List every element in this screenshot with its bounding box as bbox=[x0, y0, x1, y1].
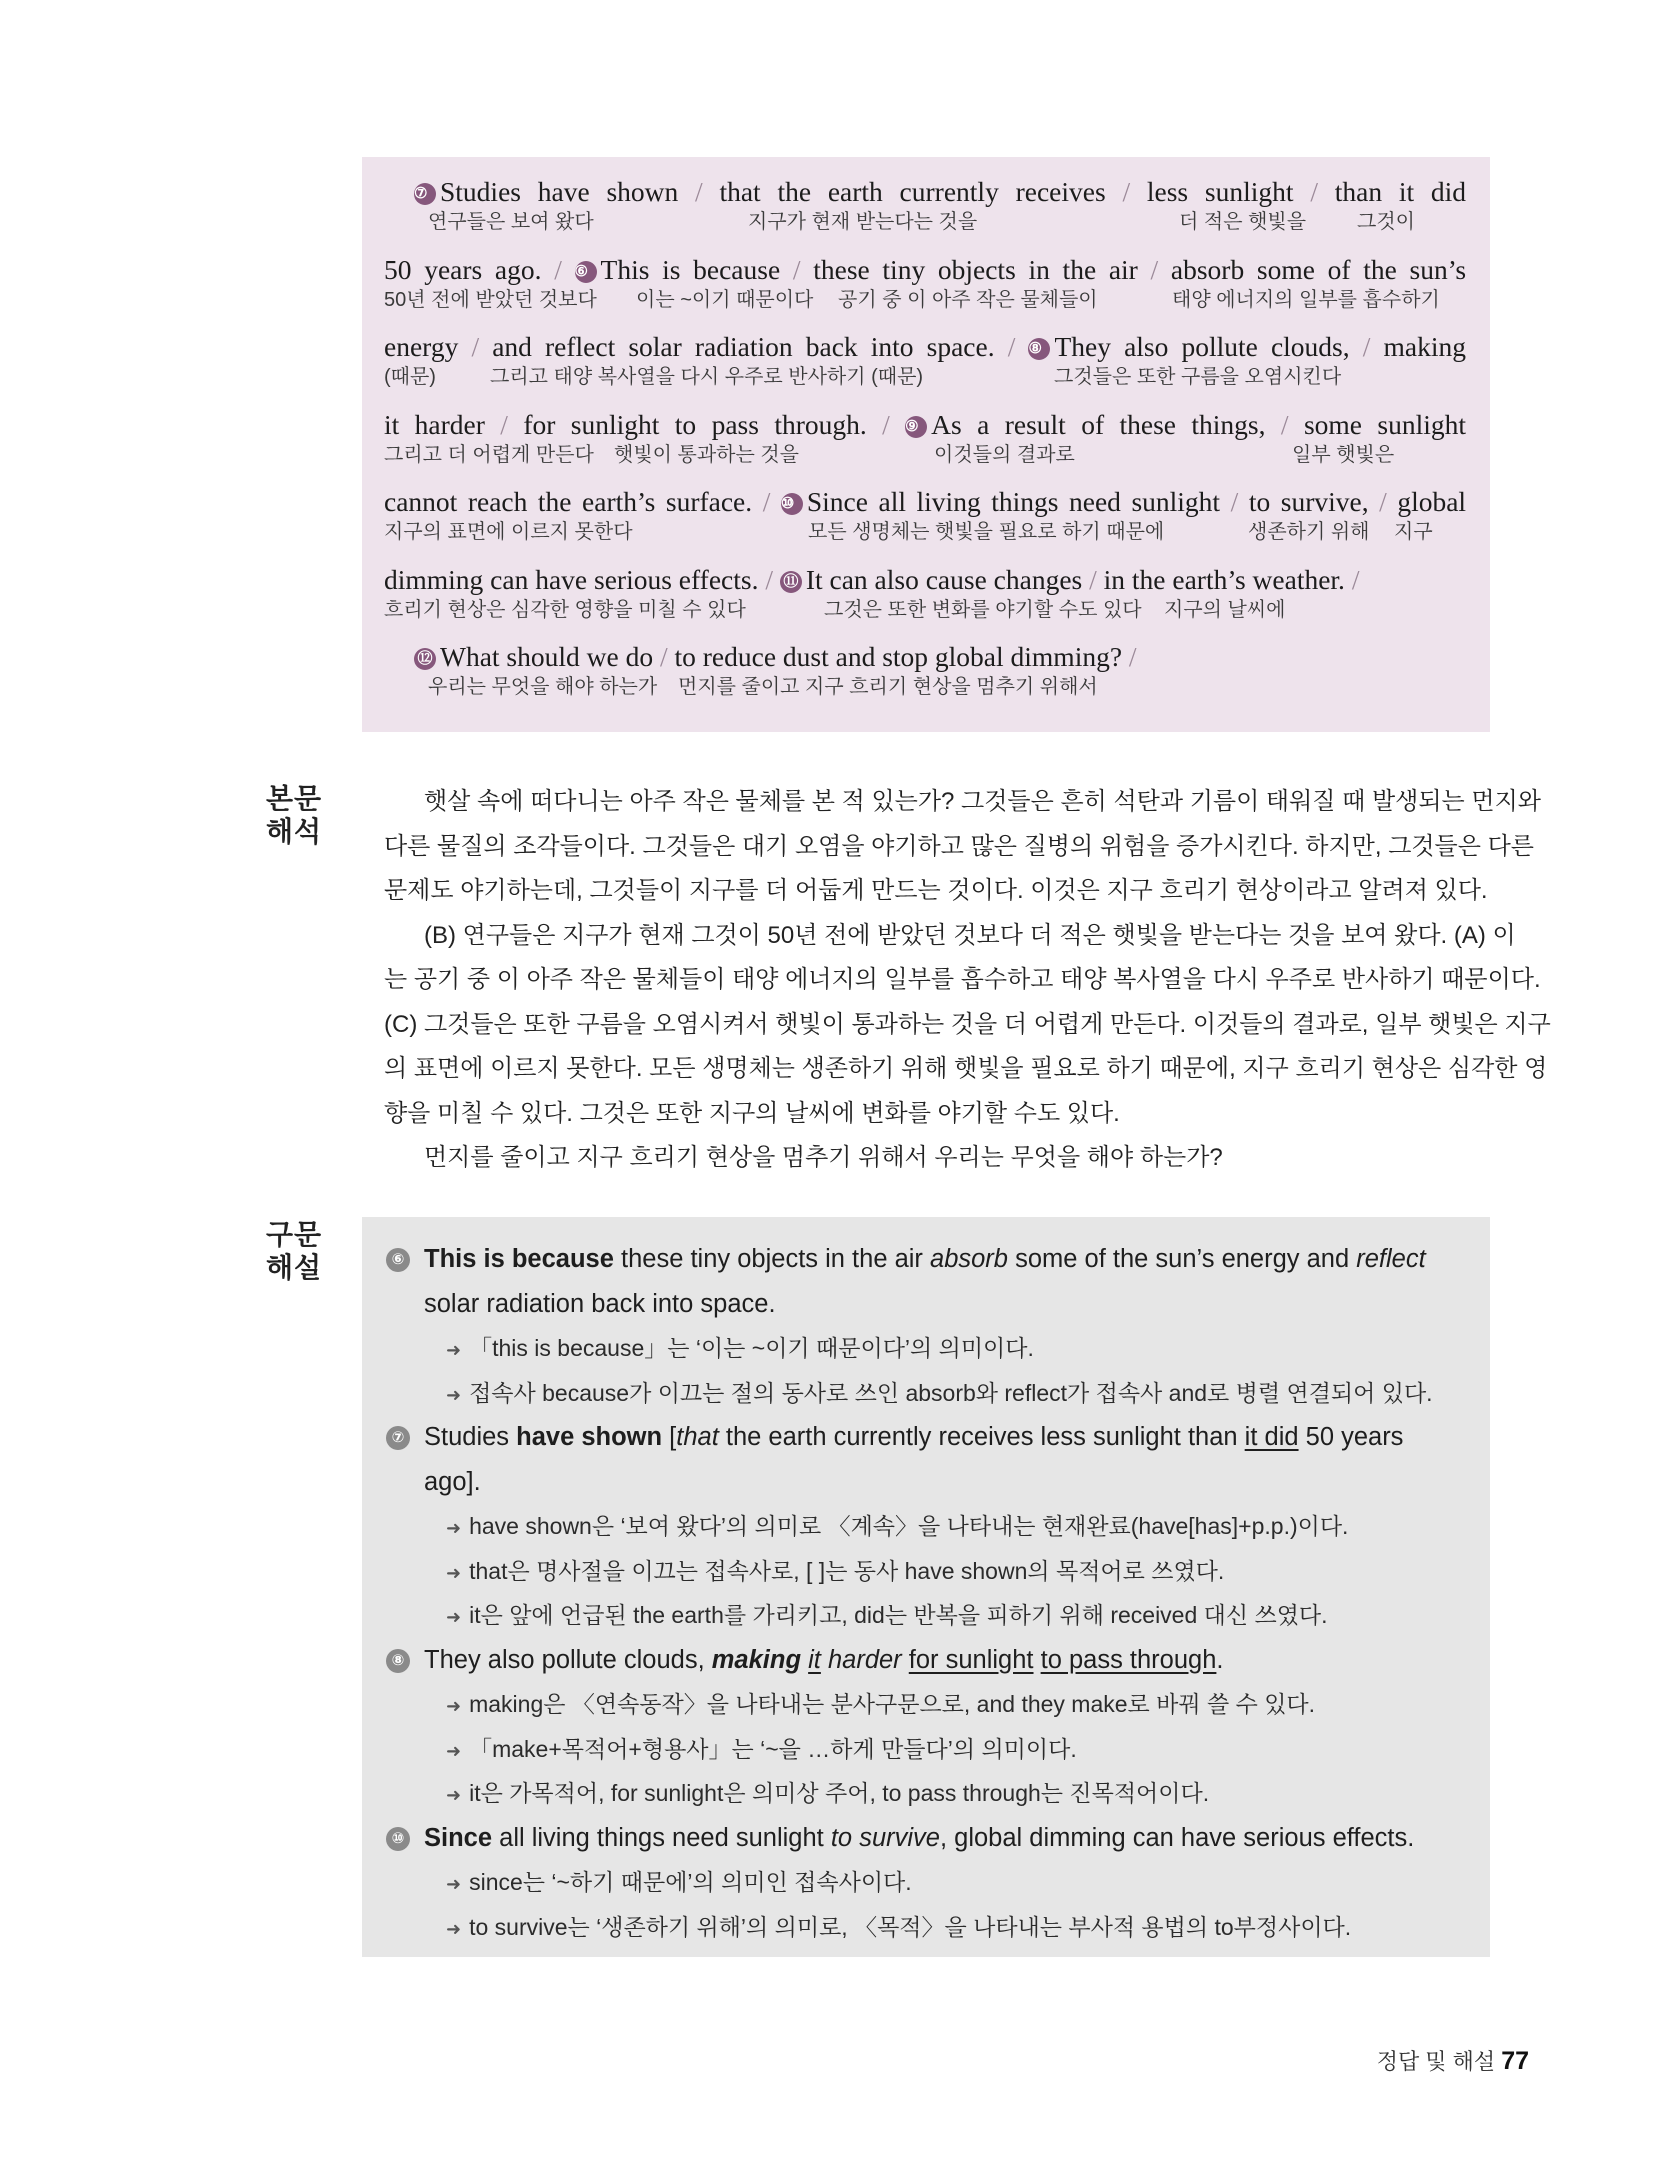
grammar-sentence-continued: solar radiation back into space. bbox=[424, 1289, 776, 1318]
arrow-icon: ➜ bbox=[446, 1918, 462, 1939]
english-chunk: As a result of these things, bbox=[931, 408, 1266, 440]
korean-gloss: 일부 햇빛은 bbox=[1292, 443, 1395, 466]
grammar-sentence bbox=[386, 1237, 1450, 1282]
page-footer bbox=[1377, 2045, 1529, 2076]
arrow-icon: ➜ bbox=[446, 1785, 462, 1805]
korean-gloss: 그리고 태양 복사열을 다시 우주로 반사하기 (때문) bbox=[490, 366, 924, 388]
korean-gloss-line bbox=[384, 442, 1466, 468]
english-chunk: than it did bbox=[1334, 176, 1467, 207]
korean-gloss-line bbox=[384, 519, 1466, 545]
bold-phrase: have shown bbox=[516, 1423, 663, 1451]
sentence-number: ⑧ bbox=[386, 1649, 410, 1673]
arrow-icon: ➜ bbox=[446, 1740, 462, 1761]
chunk-divider: / bbox=[1128, 641, 1137, 672]
interlinear-line bbox=[384, 175, 1466, 253]
chunk-divider: / bbox=[1351, 563, 1360, 595]
english-chunk: to reduce dust and stop global dimming? bbox=[674, 641, 1123, 672]
grammar-note bbox=[386, 1371, 1450, 1416]
text-run bbox=[902, 1646, 909, 1674]
chunk-divider: / bbox=[792, 253, 801, 285]
note-text: to survive는 ‘생존하기 위해’의 의미로, 〈목적〉을 나타내는 부사적 용법의 to부정사이다. bbox=[469, 1913, 1352, 1940]
note-text: 「make+목적어+형용사」는 ‘~을 …하게 만들다’의 의미이다. bbox=[469, 1735, 1077, 1762]
english-chunk: Studies have shown bbox=[440, 176, 679, 207]
grammar-note bbox=[386, 1504, 1450, 1549]
arrow-icon: ➜ bbox=[446, 1696, 462, 1716]
arrow-icon: ➜ bbox=[446, 1384, 462, 1405]
english-chunk: these tiny objects in the air bbox=[813, 253, 1138, 285]
underlined-phrase: it bbox=[808, 1645, 821, 1674]
italic-phrase: that bbox=[676, 1423, 719, 1451]
bold-phrase: This is because bbox=[424, 1245, 614, 1273]
note-text: it은 앞에 언급된 the earth를 가리키고, did는 반복을 피하기 위해 received 대신 쓰였다. bbox=[469, 1602, 1328, 1628]
text-run: Studies bbox=[424, 1423, 517, 1451]
korean-gloss-line bbox=[384, 287, 1466, 313]
chunk-divider: / bbox=[1150, 253, 1159, 285]
grammar-note bbox=[386, 1727, 1450, 1772]
chunk-divider: / bbox=[471, 331, 480, 362]
english-line bbox=[384, 253, 1466, 287]
chunk-divider: / bbox=[659, 641, 668, 672]
underlined-phrase: for sunlight bbox=[908, 1645, 1034, 1674]
korean-gloss-line bbox=[414, 674, 1466, 700]
note-text: 「this is because」는 ‘이는 ~이기 때문이다’의 의미이다. bbox=[469, 1335, 1034, 1361]
english-chunk: This is because bbox=[600, 253, 781, 285]
arrow-icon: ➜ bbox=[446, 1340, 462, 1360]
chunk-divider: / bbox=[695, 176, 703, 207]
text-run: [ bbox=[662, 1423, 677, 1451]
sentence-number: ⑨ bbox=[905, 416, 927, 438]
note-text: it은 가목적어, for sunlight은 의미상 주어, to pass through는 진목적어이다. bbox=[469, 1780, 1210, 1806]
sentence-number: ⑩ bbox=[386, 1827, 410, 1851]
english-chunk: and reflect solar radiation back into space. bbox=[492, 331, 995, 362]
italic-phrase: absorb bbox=[930, 1245, 1008, 1273]
text-run: . bbox=[1216, 1645, 1224, 1674]
grammar-note bbox=[386, 1860, 1450, 1905]
korean-gloss: 그것은 또한 변화를 야기할 수도 있다 bbox=[824, 598, 1142, 621]
interlinear-line bbox=[384, 563, 1466, 641]
chunk-divider: / bbox=[1230, 486, 1239, 517]
text-run: some of the sun’s energy and bbox=[1008, 1245, 1357, 1273]
paragraph-line: 향을 미칠 수 있다. 그것은 또한 지구의 날씨에 변화를 야기할 수도 있다. bbox=[384, 1099, 1120, 1127]
paragraph-line: 햇살 속에 떠다니는 아주 작은 물체를 본 적 있는가? 그것들은 흔히 석탄과 기름이 태워질 때 발생되는 먼지와 bbox=[424, 788, 1541, 815]
sentence-number: ⑥ bbox=[575, 261, 597, 283]
korean-gloss: 생존하기 위해 bbox=[1248, 521, 1370, 543]
korean-gloss: 지구의 날씨에 bbox=[1164, 598, 1286, 621]
note-text: that은 명사절을 이끄는 접속사로, [ ]는 동사 have shown의 목적어로 쓰였다. bbox=[469, 1557, 1225, 1584]
grammar-note bbox=[386, 1326, 1450, 1371]
korean-gloss: 공기 중 이 아주 작은 물체들이 bbox=[838, 288, 1098, 311]
page-number: 77 bbox=[1501, 2047, 1529, 2075]
korean-gloss: 50년 전에 받았던 것보다 bbox=[384, 288, 597, 311]
korean-gloss-line bbox=[414, 209, 1466, 235]
chunk-divider: / bbox=[1007, 331, 1016, 362]
english-chunk: It can also cause changes bbox=[805, 563, 1083, 595]
interlinear-line bbox=[384, 330, 1466, 408]
grammar-note bbox=[386, 1682, 1450, 1727]
chunk-divider: / bbox=[500, 408, 508, 440]
korean-gloss-line bbox=[384, 364, 1466, 390]
note-text: have shown은 ‘보여 왔다’의 의미로 〈계속〉을 나타내는 현재완료(have[has]+p.p.)이다. bbox=[469, 1513, 1349, 1539]
english-line bbox=[384, 485, 1466, 519]
chunk-divider: / bbox=[1122, 176, 1131, 207]
sentence-number: ⑩ bbox=[781, 493, 803, 515]
english-line bbox=[414, 175, 1466, 209]
grammar-explanation-box bbox=[362, 1217, 1490, 1957]
section-label-grammar bbox=[266, 1218, 326, 1284]
text-run bbox=[1034, 1646, 1041, 1674]
italic-phrase: to survive bbox=[830, 1823, 940, 1852]
text-run: 50 years bbox=[1298, 1423, 1404, 1451]
english-chunk: 50 years ago. bbox=[384, 253, 542, 285]
paragraph-line: 다른 물질의 조각들이다. 그것들은 대기 오염을 야기하고 많은 질병의 위험을 증가시킨다. 하지만, 그것들은 다른 bbox=[384, 832, 1534, 860]
korean-gloss: 태양 에너지의 일부를 흡수하기 bbox=[1172, 288, 1440, 311]
chunk-divider: / bbox=[1280, 408, 1289, 440]
bold-italic-phrase: making bbox=[711, 1645, 802, 1674]
italic-phrase: reflect bbox=[1356, 1245, 1426, 1273]
english-chunk: What should we do bbox=[440, 641, 654, 672]
interlinear-translation-box bbox=[362, 157, 1490, 732]
text-run: , global dimming can have serious effects. bbox=[939, 1823, 1415, 1852]
korean-gloss: 연구들은 보여 왔다 bbox=[428, 211, 594, 233]
korean-gloss: 더 적은 햇빛을 bbox=[1179, 211, 1307, 233]
english-chunk: for sunlight to pass through. bbox=[523, 408, 867, 440]
sentence-number: ⑦ bbox=[386, 1426, 410, 1450]
note-text: making은 〈연속동작〉을 나타내는 분사구문으로, and they make로 바꿔 쓸 수 있다. bbox=[469, 1691, 1316, 1717]
note-text: since는 ‘~하기 때문에’의 의미인 접속사이다. bbox=[469, 1869, 912, 1895]
korean-gloss: 우리는 무엇을 해야 하는가 bbox=[428, 676, 658, 698]
arrow-icon: ➜ bbox=[446, 1874, 462, 1894]
english-chunk: They also pollute clouds, bbox=[1054, 331, 1350, 362]
arrow-icon: ➜ bbox=[446, 1607, 462, 1627]
grammar-sentence bbox=[386, 1638, 1450, 1683]
chunk-divider: / bbox=[554, 253, 562, 285]
bold-phrase: Since bbox=[424, 1823, 493, 1852]
english-chunk: making bbox=[1383, 331, 1466, 362]
italic-phrase: harder bbox=[820, 1645, 902, 1674]
paragraph-line: 의 표면에 이르지 못한다. 모든 생명체는 생존하기 위해 햇빛을 필요로 하기 때문에, 지구 흐리기 현상은 심각한 영 bbox=[384, 1055, 1548, 1082]
chunk-divider: / bbox=[1089, 563, 1097, 595]
sentence-number: ⑫ bbox=[414, 648, 436, 670]
grammar-sentence bbox=[386, 1816, 1450, 1861]
paragraph-line: 먼지를 줄이고 지구 흐리기 현상을 멈추기 위해서 우리는 무엇을 해야 하는가? bbox=[424, 1144, 1223, 1171]
sentence-number: ⑦ bbox=[414, 183, 436, 205]
english-chunk: to survive, bbox=[1248, 486, 1369, 517]
english-chunk: less sunlight bbox=[1146, 176, 1294, 207]
english-line bbox=[414, 640, 1466, 674]
grammar-note bbox=[386, 1593, 1450, 1638]
sentence-number: ⑥ bbox=[386, 1248, 410, 1272]
english-chunk: in the earth’s weather. bbox=[1103, 563, 1345, 595]
korean-gloss: 이것들의 결과로 bbox=[934, 443, 1075, 466]
english-chunk: energy bbox=[384, 331, 459, 362]
interlinear-line bbox=[384, 253, 1466, 331]
sentence-number: ⑪ bbox=[780, 571, 802, 593]
label-line: 본문 bbox=[266, 783, 323, 814]
korean-gloss: 그리고 더 어렵게 만든다 bbox=[384, 443, 594, 466]
english-line bbox=[384, 330, 1466, 364]
english-chunk: some sunlight bbox=[1303, 408, 1466, 440]
english-chunk: that the earth currently receives bbox=[719, 176, 1106, 207]
english-line bbox=[384, 563, 1466, 597]
interlinear-line bbox=[384, 485, 1466, 563]
label-line: 구문 bbox=[266, 1219, 323, 1250]
interlinear-line bbox=[384, 408, 1466, 486]
korean-gloss: 흐리기 현상은 심각한 영향을 미칠 수 있다 bbox=[384, 598, 746, 621]
chunk-divider: / bbox=[1379, 486, 1387, 517]
text-run: all living things need sunlight bbox=[492, 1823, 831, 1852]
paragraph-line: 문제도 야기하는데, 그것들이 지구를 더 어둡게 만드는 것이다. 이것은 지구 흐리기 현상이라고 알려져 있다. bbox=[384, 877, 1488, 904]
grammar-sentence bbox=[386, 1415, 1450, 1460]
arrow-icon: ➜ bbox=[446, 1562, 462, 1583]
grammar-note bbox=[386, 1549, 1450, 1594]
label-line: 해석 bbox=[266, 816, 323, 847]
english-chunk: it harder bbox=[384, 408, 485, 440]
korean-gloss: 모든 생명체는 햇빛을 필요로 하기 때문에 bbox=[808, 521, 1165, 543]
underlined-phrase: to pass through bbox=[1040, 1645, 1217, 1674]
text-run: They also pollute clouds, bbox=[424, 1645, 712, 1674]
english-line bbox=[384, 408, 1466, 442]
chunk-divider: / bbox=[762, 486, 771, 517]
english-chunk: absorb some of the sun’s bbox=[1170, 253, 1467, 285]
korean-gloss: 그것들은 또한 구름을 오염시킨다 bbox=[1054, 366, 1342, 388]
english-chunk: dimming can have serious effects. bbox=[384, 563, 759, 595]
footer-label: 정답 및 해설 bbox=[1376, 2049, 1496, 2074]
note-text: 접속사 because가 이끄는 절의 동사로 쓰인 absorb와 reflect가 접속사 and로 병렬 연결되어 있다. bbox=[469, 1379, 1433, 1406]
label-line: 해설 bbox=[266, 1252, 323, 1283]
grammar-note bbox=[386, 1771, 1450, 1816]
paragraph-line: (C) 그것들은 또한 구름을 오염시켜서 햇빛이 통과하는 것을 더 어렵게 만든다. 이것들의 결과로, 일부 햇빛은 지구 bbox=[384, 1010, 1551, 1038]
english-chunk: cannot reach the earth’s surface. bbox=[384, 486, 753, 517]
section-label-translation bbox=[266, 782, 326, 848]
korean-gloss: 이는 ~이기 때문이다 bbox=[636, 288, 814, 311]
chunk-divider: / bbox=[882, 408, 890, 440]
chunk-divider: / bbox=[1362, 331, 1371, 362]
text-run: the earth currently receives less sunlight than bbox=[718, 1423, 1245, 1451]
interlinear-line bbox=[384, 640, 1466, 718]
korean-gloss: 지구의 표면에 이르지 못한다 bbox=[384, 521, 633, 543]
grammar-sentence-continued: ago]. bbox=[424, 1467, 481, 1496]
korean-gloss: (때문) bbox=[384, 366, 436, 388]
english-chunk: Since all living things need sunlight bbox=[806, 486, 1221, 517]
paragraph-line: 는 공기 중 이 아주 작은 물체들이 태양 에너지의 일부를 흡수하고 태양 복사열을 다시 우주로 반사하기 때문이다. bbox=[384, 966, 1541, 993]
paragraph-line: (B) 연구들은 지구가 현재 그것이 50년 전에 받았던 것보다 더 적은 햇빛을 받는다는 것을 보여 왔다. (A) 이 bbox=[424, 921, 1516, 949]
grammar-note bbox=[386, 1905, 1450, 1950]
text-run: these tiny objects in the air bbox=[613, 1245, 931, 1273]
korean-gloss-line bbox=[384, 597, 1466, 623]
chunk-divider: / bbox=[1310, 176, 1318, 207]
korean-gloss: 그것이 bbox=[1357, 211, 1415, 233]
english-chunk: global bbox=[1397, 486, 1467, 517]
arrow-icon: ➜ bbox=[446, 1518, 462, 1538]
chunk-divider: / bbox=[765, 563, 773, 595]
sentence-number: ⑧ bbox=[1028, 338, 1050, 360]
korean-gloss: 먼지를 줄이고 지구 흐리기 현상을 멈추기 위해서 bbox=[678, 676, 1098, 698]
underlined-phrase: it did bbox=[1244, 1423, 1299, 1451]
korean-gloss: 햇빛이 통과하는 것을 bbox=[614, 443, 799, 466]
korean-gloss: 지구 bbox=[1394, 521, 1433, 543]
korean-gloss: 지구가 현재 받는다는 것을 bbox=[748, 211, 978, 233]
korean-translation-paragraph bbox=[384, 780, 1551, 1181]
